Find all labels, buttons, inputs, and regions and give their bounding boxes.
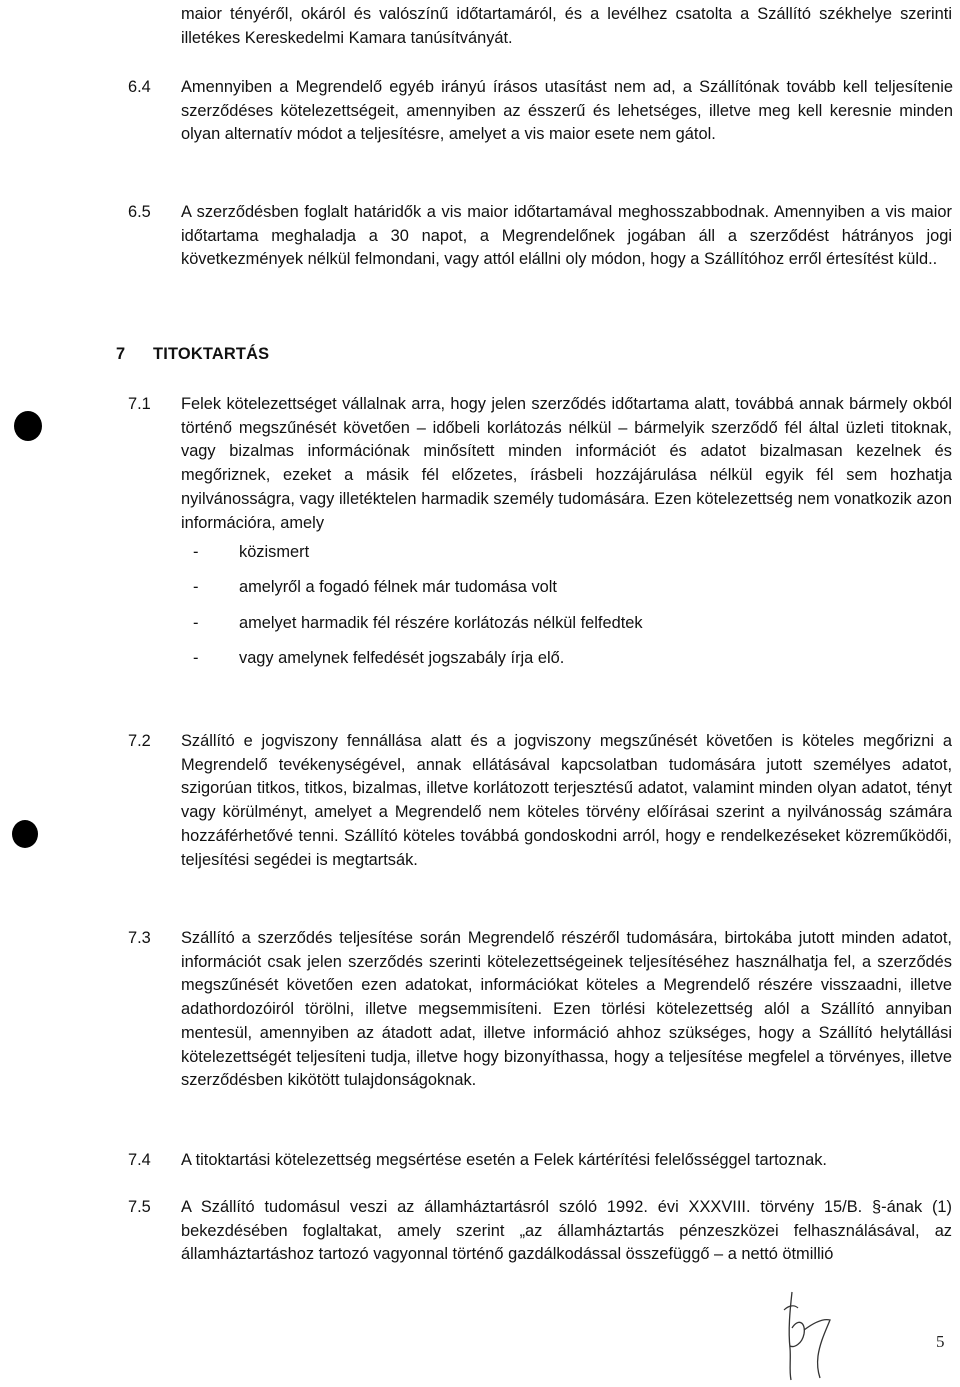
punch-hole-bottom [12,820,38,848]
page-number: 5 [936,1332,945,1351]
bullet-dash: - [193,649,199,667]
signature-initials [770,1288,850,1383]
intro-paragraph: maior tényéről, okáról és valószínű időtartamáról, és a levélhez csatolta a Szállító székhelye szerinti illetékes Kereskedelmi Kamara tanúsítványát. [181,5,952,47]
clause-number: 7.1 [128,395,151,413]
punch-hole-top [14,411,42,441]
clause-number: 7.4 [128,1151,151,1169]
section-title: TITOKTARTÁS [153,345,270,363]
clause-text: A Szállító tudomásul veszi az államháztartásról szóló 1992. évi XXXVIII. törvény 15/B. §-ának (1) bekezdésében foglaltakat, amely szerint „az államháztartás pénzeszközei felhasználásával, az államháztartáshoz tartozó vagyonnal történő gazdálkodással összefüggő – a nettó ötmillió [181,1198,952,1264]
list-item-text: közismert [239,543,310,561]
clause-number: 7.5 [128,1198,151,1216]
list-item-text: vagy amelynek felfedését jogszabály írja elő. [239,649,565,667]
clause-text: A szerződésben foglalt határidők a vis maior időtartamával meghosszabbodnak. Amennyiben a vis maior időtartama meghaladja a 30 napot, a Megrendelőnek jogában áll a szerződést hátrányos jogi következmények nélkül felmondani, vagy attól elállni oly módon, hogy a Szállítóhoz erről értesítést küld.. [181,203,952,269]
clause-number: 6.5 [128,203,151,221]
clause-text: Felek kötelezettséget vállalnak arra, hogy jelen szerződés időtartama alatt, továbbá annak bármely okból történő megszűnését követően – időbeli korlátozás nélkül – bármelyik szerződő fél által üzleti titoknak, vagy bizalmas információnak minősített minden információt és adatot bizalmasan kezelnek és megőriznek, ezeket a másik fél előzetes, írásbeli hozzájárulása nélkül egyik fél sem hozhatja nyilvánosságra, vagy illetéktelen harmadik személy tudomására. Ezen kötelezettség nem vonatkozik azon információra, amely [181,395,952,532]
clause-text: A titoktartási kötelezettség megsértése esetén a Felek kártérítési felelősséggel tartoznak. [181,1151,827,1169]
clause-text: Szállító a szerződés teljesítése során Megrendelő részéről tudomására, birtokába jutott minden adatot, információt csak jelen szerződés szerinti kötelezettségeinek teljesítéséhez használhatja fel, a szerződés megszűnését követően ezen adatokat, információkat köteles a Megrendelő részére visszaadni, illetve adathordozóiról törölni, illetve megsemmisíteni. Ezen törlési kötelezettség alól a Szállító annyiban mentesül, amennyiben az átadott adat, illetve információ ahhoz szükséges, hogy a Szállító helytállási kötelezettségét teljesíteni tudja, illetve hogy bizonyíthassa, hogy a teljesítése megfelel a törvényes, illetve szerződésben kikötött tulajdonságoknak. [181,929,952,1090]
clause-number: 7.2 [128,732,151,750]
bullet-dash: - [193,543,199,561]
clause-text: Szállító e jogviszony fennállása alatt és a jogviszony megszűnését követően is köteles megőrizni a Megrendelő tevékenységével, annak ellátásával kapcsolatban tudomására jutott személyes adatot, szigorúan titkos, titkos, bizalmas, illetve korlátozott terjesztésű adatot, valamint minden olyan adatot, tényt vagy körülményt, amelyet a Megrendelő nem köteles törvény előírásai szerint a nyilvánosság számára hozzáférhetővé tenni. Szállító köteles továbbá gondoskodni arról, hogy e rendelkezéseket közreműködői, teljesítési segédei is megtartsák. [181,732,952,869]
bullet-dash: - [193,578,199,596]
clause-text: Amennyiben a Megrendelő egyéb irányú írásos utasítást nem ad, a Szállítónak tovább kell teljesítenie szerződéses kötelezettségeit, amennyiben az ésszerű és lehetséges, illetve meg kell keresnie minden olyan alternatív módot a teljesítésre, amelyet a vis maior esete nem gátol. [181,78,953,144]
list-item-text: amelyről a fogadó félnek már tudomása volt [239,578,557,596]
clause-number: 6.4 [128,78,151,96]
list-item-text: amelyet harmadik fél részére korlátozás nélkül felfedtek [239,614,643,632]
clause-number: 7.3 [128,929,151,947]
section-number: 7 [116,345,126,363]
bullet-dash: - [193,614,199,632]
